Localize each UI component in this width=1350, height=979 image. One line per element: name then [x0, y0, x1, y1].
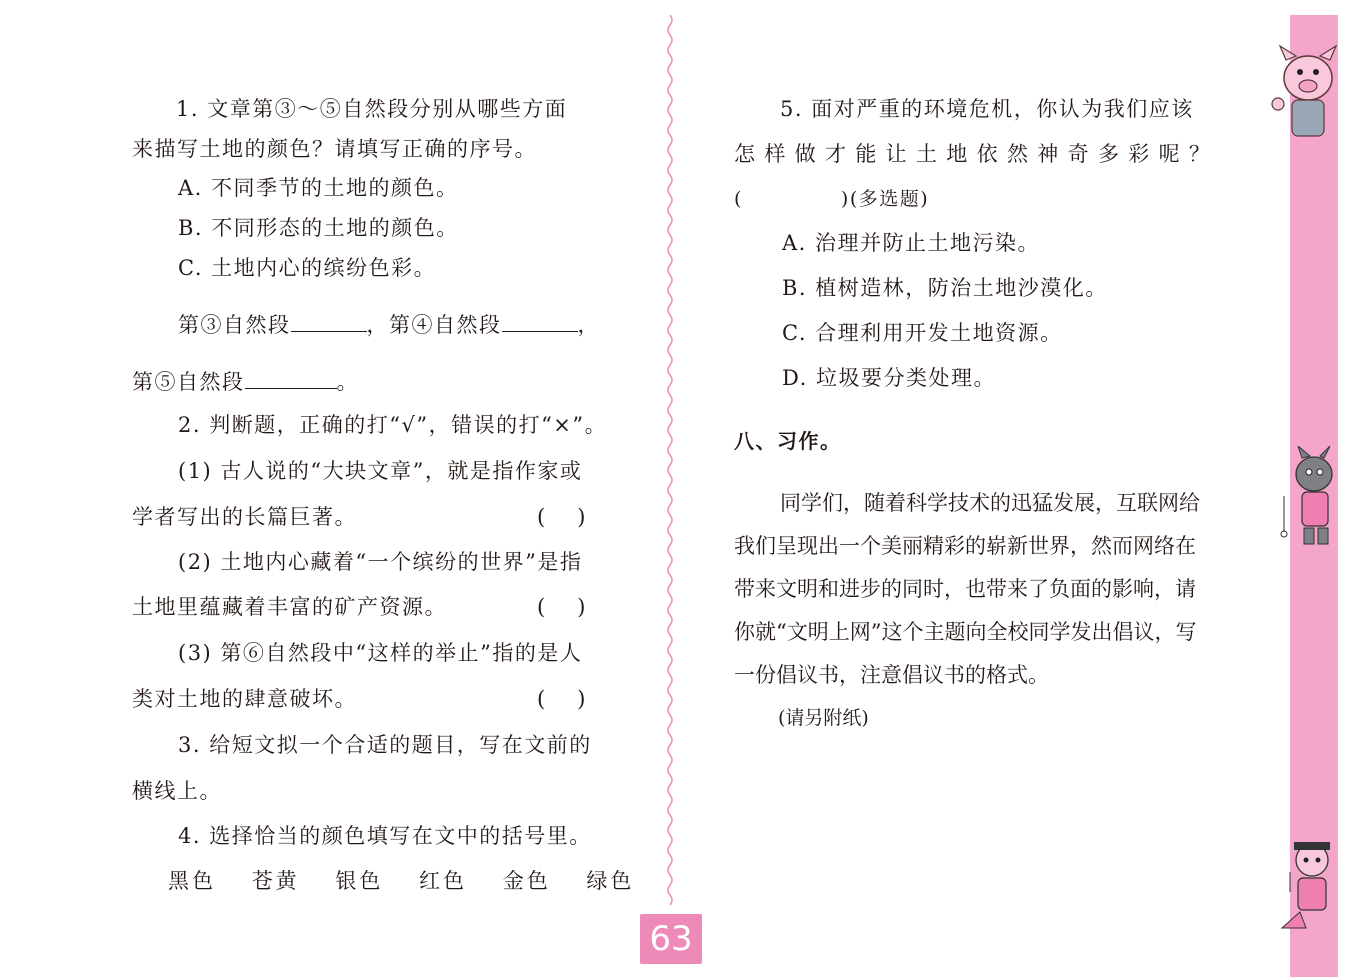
fill-label-p4: ，第④自然段 — [366, 313, 502, 337]
essay-prompt-line3: 带来文明和进步的同时，也带来了负面的影响，请 — [734, 577, 1196, 601]
fill-label-p5: 第⑤自然段 — [132, 370, 245, 394]
answer-blank-p3[interactable] — [291, 309, 367, 332]
page-number: 63 — [640, 914, 702, 964]
essay-prompt-line5: 一份倡议书，注意倡议书的格式。 — [734, 663, 1049, 687]
q5-line2: 怎 样 做 才 能 让 土 地 依 然 神 奇 多 彩 呢 ？ — [734, 142, 1210, 166]
answer-blank-p4[interactable] — [502, 309, 578, 332]
essay-prompt-line2: 我们呈现出一个美丽精彩的崭新世界，然而网络在 — [734, 534, 1196, 558]
q3-line2: 横线上。 — [132, 779, 222, 803]
q1-option-b: B. 不同形态的土地的颜色。 — [178, 216, 459, 240]
attach-paper-note: (请另附纸) — [778, 707, 869, 729]
q5-option-b: B. 植树造林，防治土地沙漠化。 — [782, 276, 1108, 300]
q2-item2-answer-paren[interactable]: () — [537, 595, 618, 619]
q3-line1: 3. 给短文拟一个合适的题目，写在文前的 — [178, 733, 592, 757]
q5-paren-open[interactable]: ( — [734, 188, 743, 210]
q2-intro: 2. 判断题，正确的打“√”，错误的打“×”。 — [178, 413, 608, 437]
q5-answer-line — [734, 184, 929, 214]
q5-option-a: A. 治理并防止土地污染。 — [782, 231, 1041, 255]
fill-end: 。 — [336, 370, 359, 394]
answer-blank-p5[interactable] — [245, 366, 337, 389]
q5-option-c: C. 合理利用开发土地资源。 — [782, 321, 1063, 345]
q2-item1-line2: 学者写出的长篇巨著。 — [132, 505, 357, 529]
q2-item2-line1: (2) 土地内心藏着“一个缤纷的世界”是指 — [178, 550, 583, 574]
wolf-cartoon-icon — [1276, 446, 1342, 550]
q5-option-d: D. 垃圾要分类处理。 — [782, 366, 996, 390]
color-option: 苍黄 — [251, 869, 300, 893]
section-8-heading: 八、习作。 — [734, 429, 842, 453]
fill-label-p3: 第③自然段 — [178, 313, 291, 337]
essay-prompt-line1: 同学们，随着科学技术的迅猛发展，互联网给 — [780, 491, 1200, 515]
q2-item3-line1: (3) 第⑥自然段中“这样的举止”指的是人 — [178, 641, 583, 665]
essay-prompt-line4: 你就“文明上网”这个主题向全校同学发出倡议，写 — [734, 620, 1197, 644]
q5-line1: 5. 面对严重的环境危机，你认为我们应该 — [780, 97, 1194, 121]
color-option: 绿色 — [586, 869, 635, 893]
q1-option-c: C. 土地内心的缤纷色彩。 — [178, 256, 437, 280]
q1-line1: 1. 文章第③～⑤自然段分别从哪些方面 — [176, 97, 568, 121]
spine-wavy-line — [660, 15, 680, 910]
q2-item2-line2: 土地里蕴藏着丰富的矿产资源。 — [132, 595, 447, 619]
q5-paren-close-multiselect: )(多选题) — [840, 188, 930, 210]
color-option: 银色 — [335, 869, 384, 893]
q1-fill-row2 — [132, 366, 359, 397]
fill-comma: ， — [577, 313, 600, 337]
color-option: 金色 — [502, 869, 551, 893]
color-option: 红色 — [419, 869, 468, 893]
q2-item3-answer-paren[interactable]: () — [537, 687, 618, 711]
q2-item1-answer-paren[interactable]: () — [537, 505, 618, 529]
q1-line2: 来描写土地的颜色？请填写正确的序号。 — [132, 137, 537, 161]
q4-color-options — [168, 866, 660, 896]
color-option: 黑色 — [168, 869, 216, 893]
fox-cartoon-icon — [1276, 832, 1342, 936]
q1-option-a: A. 不同季节的土地的颜色。 — [178, 176, 459, 200]
q4-line1: 4. 选择恰当的颜色填写在文中的括号里。 — [178, 824, 592, 848]
pig-cartoon-icon — [1268, 38, 1344, 148]
q2-item1-line1: (1) 古人说的“大块文章”，就是指作家或 — [178, 459, 583, 483]
q2-item3-line2: 类对土地的肆意破坏。 — [132, 687, 357, 711]
q1-fill-row1 — [178, 309, 600, 340]
